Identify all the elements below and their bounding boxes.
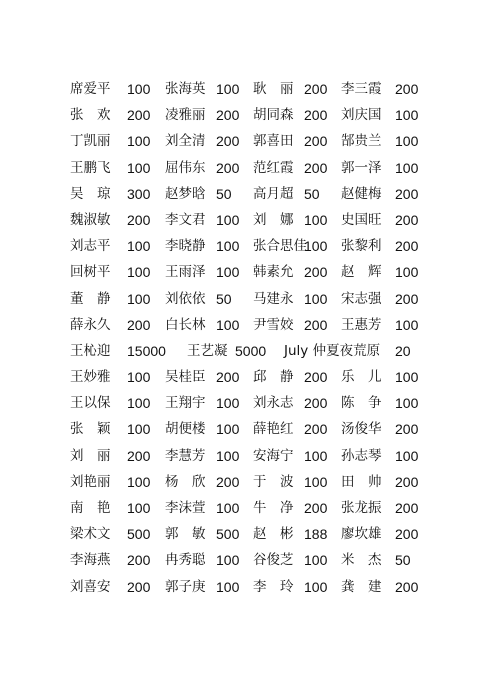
donor-name: 屈伟东 [165,159,206,176]
donation-amount: 200 [395,421,419,438]
donor-name: 胡同森 [253,107,294,124]
list-row [70,259,430,285]
donor-name: 陈 争 [341,395,382,412]
donor-name: 王杺迎 [70,342,111,359]
list-row [70,312,430,338]
donation-amount: 100 [304,473,328,490]
donation-amount: 100 [216,500,240,516]
donation-amount: 200 [304,264,328,281]
donation-amount: 200 [304,81,328,97]
donor-name: 谷俊芝 [253,552,294,569]
donor-name: 牛 净 [253,500,294,516]
donor-name: 刘志平 [70,238,111,255]
donation-amount: 100 [304,290,328,307]
donation-amount: 200 [127,447,151,464]
donor-name: 郭一泽 [341,159,382,176]
donation-amount: 100 [127,264,151,281]
donation-amount: 500 [216,526,240,543]
donation-amount: 100 [127,159,151,176]
donation-amount: 100 [395,133,419,150]
donation-amount: 200 [304,395,328,412]
donation-amount: 188 [304,526,328,543]
list-row [70,469,430,495]
donation-amount: 100 [127,395,151,412]
donation-amount: 200 [127,211,151,228]
donation-amount: 100 [395,369,419,386]
donor-name: 安海宁 [253,447,294,464]
donation-amount: 100 [395,447,419,464]
donor-name: 刘全清 [165,133,206,150]
donor-name: 韩素允 [253,264,294,281]
list-row [70,181,430,207]
donor-name: 薛艳红 [253,421,294,438]
donor-name: 刘庆国 [341,107,382,124]
donor-name: 杨 欣 [165,473,206,490]
donor-name: 李晓静 [165,238,206,255]
donation-amount: 300 [127,185,151,202]
donor-name: 郭喜田 [253,133,294,150]
donor-name: 张龙振 [341,500,382,516]
donor-name: 邱 静 [253,369,294,386]
donor-name: 冉秀聪 [165,552,206,569]
donor-name: 米 杰 [341,552,382,569]
donor-name: 回树平 [70,264,111,281]
donor-name: 赵健梅 [341,185,382,202]
donation-amount: 200 [216,107,240,124]
donation-amount: 50 [395,552,411,569]
donation-amount: 200 [127,107,151,124]
donation-amount: 100 [395,107,419,124]
donation-amount: 200 [304,159,328,176]
donation-amount: 200 [395,211,419,228]
donor-name: 赵 彬 [253,526,294,543]
donation-amount: 100 [216,447,240,464]
donation-amount: 200 [216,473,240,490]
donor-name: 郜贵兰 [341,133,382,150]
donor-name: 刘喜安 [70,578,111,595]
list-row [70,574,430,600]
donation-amount: 100 [395,316,419,333]
donation-amount: 100 [216,81,240,97]
donation-amount: 100 [216,421,240,438]
donor-name: 张 颖 [70,421,111,438]
donation-amount: 100 [127,81,151,97]
donor-name: 孙志琴 [341,447,382,464]
donation-amount: 200 [395,578,419,595]
donation-amount: 200 [395,290,419,307]
donation-amount: 100 [216,238,240,255]
donor-name: 宋志强 [341,290,382,307]
donor-name: 胡便楼 [165,421,206,438]
list-row [70,547,430,573]
donor-name: 赵梦晗 [165,185,206,202]
list-row [70,128,430,154]
donation-amount: 100 [304,552,328,569]
list-row [70,155,430,181]
donor-name: 田 帅 [341,473,382,490]
donor-name: 张 欢 [70,107,111,124]
donor-name: 龚 建 [341,578,382,595]
donation-amount: 100 [395,395,419,412]
donation-amount: 100 [304,447,328,464]
donor-name: 汤俊华 [341,421,382,438]
donation-amount: 100 [127,290,151,307]
donor-name: 张海英 [165,81,206,97]
donor-name: 李三霞 [341,81,382,97]
donor-name: 吴桂臣 [165,369,206,386]
donor-name: 白长林 [165,316,206,333]
donation-amount: 200 [304,500,328,516]
list-row [70,76,430,102]
donation-amount: 200 [395,238,419,255]
donation-amount: 100 [304,211,328,228]
donation-amount: 15000 [127,342,166,359]
donor-name: 刘 娜 [253,211,294,228]
donation-amount: 100 [127,473,151,490]
donation-amount: 200 [127,552,151,569]
donor-name: 刘永志 [253,395,294,412]
donation-amount: 200 [304,369,328,386]
donor-name: 凌雅丽 [165,107,206,124]
donation-amount: 200 [304,133,328,150]
donation-amount: 200 [127,578,151,595]
donation-amount: 200 [395,526,419,543]
donor-name: 李慧芳 [165,447,206,464]
donation-amount: 20 [395,342,411,359]
donor-name: 魏淑敏 [70,211,111,228]
donation-amount: 200 [216,159,240,176]
donor-name: 王艺凝 [187,342,228,359]
donor-name: 吴 琼 [70,185,111,202]
donor-name: 王妙雅 [70,369,111,386]
donation-amount: 100 [216,264,240,281]
donation-amount: 200 [395,81,419,97]
donation-amount: 200 [395,500,419,516]
donor-name: 王雨泽 [165,264,206,281]
donation-amount: 100 [395,264,419,281]
donation-amount: 50 [216,185,232,202]
donation-amount: 100 [127,369,151,386]
donor-name: 高月超 [253,185,294,202]
donor-name: 南 艳 [70,500,111,516]
donor-name: 王翔宇 [165,395,206,412]
donor-name: 李海燕 [70,552,111,569]
donor-name: 席爱平 [70,81,111,97]
donation-amount: 100 [127,421,151,438]
donor-name: 张黎利 [341,238,382,255]
donation-amount: 100 [127,500,151,516]
donor-name: 乐 儿 [341,369,382,386]
donation-amount: 100 [216,316,240,333]
donor-name: 王惠芳 [341,316,382,333]
donation-amount: 200 [304,107,328,124]
donation-amount: 100 [395,159,419,176]
donor-name: 丁凯丽 [70,133,111,150]
list-row [70,495,430,521]
donation-amount: 50 [304,185,320,202]
list-row [70,338,430,364]
list-row [70,102,430,128]
list-row [70,207,430,233]
donor-name: 郭 敏 [165,526,206,543]
donation-amount: 100 [216,395,240,412]
donor-name: 李文君 [165,211,206,228]
donor-name: 董 静 [70,290,111,307]
list-row [70,286,430,312]
donor-name: 刘依依 [165,290,206,307]
donor-name: 廖坎雄 [341,526,382,543]
donation-amount: 200 [395,473,419,490]
donation-amount: 100 [127,238,151,255]
donation-amount: 100 [216,578,240,595]
donation-amount: 500 [127,526,151,543]
donor-name: 尹雪姣 [253,316,294,333]
donor-name: 史国旺 [341,211,382,228]
donor-name: 刘 丽 [70,447,111,464]
donor-name: 王鹏飞 [70,159,111,176]
donor-name: 李沫萱 [165,500,206,516]
donor-name: 薛永久 [70,316,111,333]
donation-list [70,76,430,600]
donor-name: 李 玲 [253,578,294,595]
donor-name: 郭子庚 [165,578,206,595]
donor-name: 张合思佳 [253,238,307,255]
donation-amount: 50 [216,290,232,307]
list-row [70,416,430,442]
donation-amount: 200 [304,421,328,438]
donor-name: 王以保 [70,395,111,412]
list-row [70,443,430,469]
donor-name: 刘艳丽 [70,473,111,490]
list-row [70,521,430,547]
list-row [70,390,430,416]
donation-amount: 200 [304,316,328,333]
donor-name: 赵 辉 [341,264,382,281]
donation-amount: 200 [216,133,240,150]
donation-amount: 200 [395,185,419,202]
donation-amount: 200 [127,316,151,333]
donor-name: 梁术文 [70,526,111,543]
donation-amount: 5000 [235,342,267,359]
list-row [70,233,430,259]
donation-amount: 100 [304,238,328,255]
donor-name: 耿 丽 [253,81,294,97]
donation-amount: 100 [127,133,151,150]
donor-name: July 仲夏夜荒原 [284,342,381,359]
donation-amount: 100 [304,578,328,595]
list-row [70,364,430,390]
donation-amount: 200 [216,369,240,386]
donor-name: 范红霞 [253,159,294,176]
donation-amount: 100 [216,552,240,569]
donor-name: 马建永 [253,290,294,307]
donor-name: 于 波 [253,473,294,490]
donation-amount: 100 [216,211,240,228]
